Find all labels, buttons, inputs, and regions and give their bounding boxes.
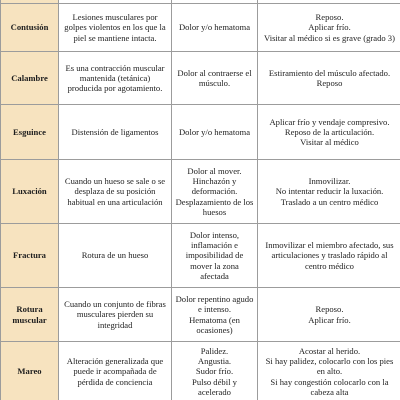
injury-symptoms: Dolor y/o hematoma bbox=[172, 105, 258, 160]
injury-name: Contusión bbox=[1, 4, 59, 52]
injury-name: Fractura bbox=[1, 224, 59, 288]
injury-name: Mareo bbox=[1, 342, 59, 400]
injury-description: Lesiones musculares por golpes violentos en los que la piel se mantiene intacta. bbox=[59, 4, 172, 52]
injury-symptoms: Dolor al mover. Hinchazón y deformación. Desplazamiento de los huesos bbox=[172, 160, 258, 224]
injury-name: Rotura muscular bbox=[1, 288, 59, 342]
injury-symptoms: Palidez. Angustia. Sudor frío. Pulso débil y acelerado bbox=[172, 342, 258, 400]
injury-description: Es una contracción muscular mantenida (tetánica) producida por agotamiento. bbox=[59, 52, 172, 105]
injury-symptoms: Dolor intenso, inflamación e imposibilidad de mover la zona afectada bbox=[172, 224, 258, 288]
injury-treatment: Reposo. Aplicar frío. bbox=[258, 288, 400, 342]
injury-symptoms: Dolor al contraerse el músculo. bbox=[172, 52, 258, 105]
injury-description: Rotura de un hueso bbox=[59, 224, 172, 288]
table-row bbox=[1, 224, 400, 288]
injury-description: Cuando un hueso se sale o se desplaza de su posición habitual en una articulación bbox=[59, 160, 172, 224]
injury-symptoms: Dolor y/o hematoma bbox=[172, 4, 258, 52]
injury-treatment: Aplicar frío y vendaje compresivo. Reposo de la articulación. Visitar al médico bbox=[258, 105, 400, 160]
injury-treatment: Reposo. Aplicar frío. Visitar al médico si es grave (grado 3) bbox=[258, 4, 400, 52]
injury-name: Calambre bbox=[1, 52, 59, 105]
injury-name: Luxación bbox=[1, 160, 59, 224]
injury-name: Esguince bbox=[1, 105, 59, 160]
injury-symptoms: Dolor repentino agudo e intenso. Hematoma (en ocasiones) bbox=[172, 288, 258, 342]
table-row bbox=[1, 4, 400, 52]
injury-treatment: Inmovilizar. No intentar reducir la luxación. Traslado a un centro médico bbox=[258, 160, 400, 224]
table-row bbox=[1, 342, 400, 400]
injury-description: Cuando un conjunto de fibras musculares pierden su integridad bbox=[59, 288, 172, 342]
injury-treatment: Acostar al herido. Si hay palidez, colocarlo con los pies en alto. Si hay congestión colocarlo con la cabeza alta bbox=[258, 342, 400, 400]
table-row bbox=[1, 160, 400, 224]
injury-treatment: Inmovilizar el miembro afectado, sus articulaciones y traslado rápido al centro médico bbox=[258, 224, 400, 288]
injury-treatment: Estiramiento del músculo afectado. Reposo bbox=[258, 52, 400, 105]
injury-description: Alteración generalizada que puede ir acompañada de pérdida de conciencia bbox=[59, 342, 172, 400]
injury-description: Distensión de ligamentos bbox=[59, 105, 172, 160]
table-row bbox=[1, 288, 400, 342]
table-row bbox=[1, 105, 400, 160]
table-row bbox=[1, 52, 400, 105]
